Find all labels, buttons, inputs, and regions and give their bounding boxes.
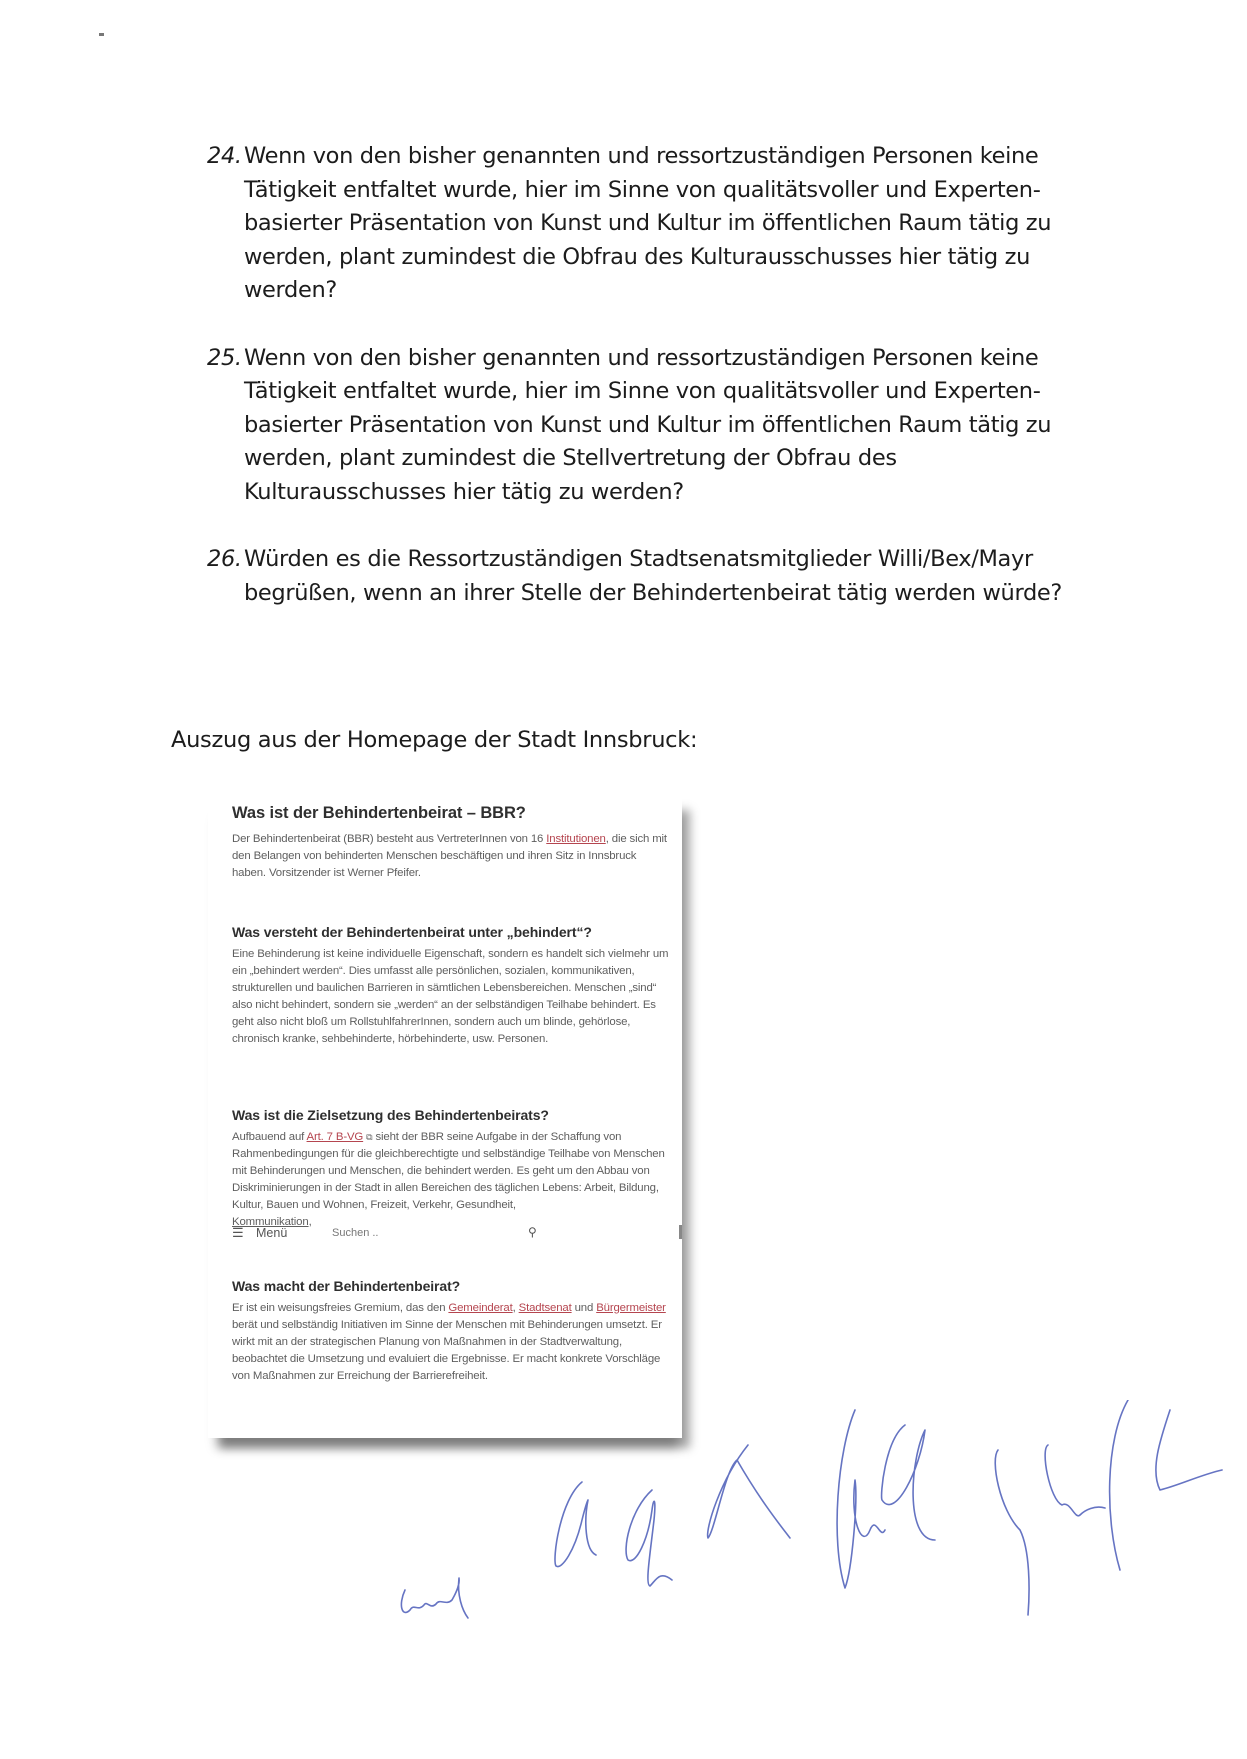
section-heading: Was versteht der Behindertenbeirat unter „behindert“? (232, 924, 592, 940)
homepage-screenshot (208, 796, 682, 1438)
question-text: Wenn von den bisher genannten und ressortzuständigen Personen keine Tätigkeit entfaltet wurde, hier im Sinne von qualitätsvoller und Experten-basierter Präsentation von Kunst und Kultur im öffentlichen Raum tätig zu werden, plant zumindest die Obfrau des Kulturausschusses hier tätig zu werden? (244, 143, 1052, 303)
section-text (232, 1129, 672, 1231)
text-segment: berät und selbständig Initiativen im Sinne der Menschen mit Behinderungen umsetzt. Er wirkt mit an der strategischen Planung von Maßnahmen in der Stadtverwaltung, beobachtet die Umsetzung und evaluiert die Ergebnisse. Er macht konkrete Vorschläge von Maßnahmen zur Erreichung der Barrierefreiheit. (232, 1319, 662, 1382)
text-segment: Er ist ein weisungsfreies Gremium, das den (232, 1302, 449, 1314)
search-icon[interactable]: ⚲ (528, 1225, 537, 1239)
section-definition (232, 924, 672, 1048)
section-heading: Was macht der Behindertenbeirat? (232, 1278, 461, 1294)
question-number: 26. (207, 546, 242, 572)
excerpt-title: Auszug aus der Homepage der Stadt Innsbruck: (171, 727, 698, 753)
section-text (232, 831, 672, 882)
question-item (207, 342, 1087, 510)
text-segment: , (308, 1216, 312, 1228)
link-art-7-b-vg[interactable]: Art. 7 B-VG (306, 1131, 364, 1143)
link-institutionen[interactable]: Institutionen (546, 833, 606, 845)
link-buergermeister[interactable]: Bürgermeister (596, 1302, 666, 1314)
question-item (207, 140, 1087, 308)
scrollbar-thumb (679, 1225, 682, 1239)
section-what-does-bbr-do (232, 1278, 672, 1385)
section-what-is-bbr (232, 804, 672, 882)
section-heading: Was ist der Behindertenbeirat – BBR? (232, 804, 526, 822)
question-text: Würden es die Ressortzuständigen Stadtsenatsmitglieder Willi/Bex/Mayr begrüßen, wenn an ihrer Stelle der Behindertenbeirat tätig werden würde? (244, 546, 1062, 606)
text-segment: und (571, 1302, 597, 1314)
section-goals (232, 1107, 672, 1231)
text-segment: , die sich mit den Belangen von behinderten Menschen beschäftigen und ihren Sitz in Innsbruck haben. Vorsitzender ist Werner Pfeifer. (232, 833, 667, 879)
external-link-icon: ⧉ (366, 1132, 373, 1142)
hamburger-icon[interactable]: ☰ (232, 1225, 244, 1240)
link-gemeinderat[interactable]: Gemeinderat (448, 1302, 513, 1314)
link-stadtsenat[interactable]: Stadtsenat (518, 1302, 572, 1314)
search-input[interactable]: Suchen .. (332, 1227, 379, 1239)
text-segment: , (512, 1302, 519, 1314)
signature-2 (555, 1482, 596, 1567)
text-segment: sieht der BBR seine Aufgabe in der Schaffung von Rahmenbedingungen für die gleichberechtigte und selbständige Teilhabe von Menschen mit Behinderungen und Menschen, die behindert werden. Es geht um den Abbau von Diskriminierungen in der Stadt in allen Bereichen des täglichen Lebens: Arbeit, Bildung, Kultur, Bauen und Wohnen, Freizeit, Verkehr, Gesundheit, (232, 1131, 665, 1211)
question-number: 25. (207, 344, 242, 371)
question-list (207, 140, 1087, 644)
text-segment: Aufbauend auf (232, 1131, 307, 1143)
scan-artifact (99, 33, 104, 36)
kommunikation-text: Kommunikation (232, 1216, 309, 1228)
question-text: Wenn von den bisher genannten und ressortzuständigen Personen keine Tätigkeit entfaltet wurde, hier im Sinne von qualitätsvoller und Experten-basierter Präsentation von Kunst und Kultur im öffentlichen Raum tätig zu werden, plant zumindest die Stellvertretung der Obfrau des Kulturausschusses hier tätig zu werden? (244, 344, 1052, 505)
question-item (207, 543, 1087, 610)
menu-button[interactable]: Menü (256, 1226, 288, 1240)
signatures (0, 1400, 1247, 1700)
site-menubar (232, 1225, 672, 1245)
question-number: 24. (207, 143, 242, 169)
text-segment: Der Behindertenbeirat (BBR) besteht aus VertreterInnen von 16 (232, 833, 547, 845)
signature-5 (995, 1400, 1222, 1615)
signature-4 (837, 1410, 935, 1588)
section-heading: Was ist die Zielsetzung des Behindertenbeirats? (232, 1107, 549, 1123)
signature-1 (401, 1578, 468, 1618)
section-text: Eine Behinderung ist keine individuelle Eigenschaft, sondern es handelt sich vielmehr um ein „behindert werden“. Dies umfasst alle persönlichen, sozialen, kommunikativen, strukturellen und baulichen Barrieren in sämtlichen Lebensbereichen. Menschen „sind“ also nicht behindert, sondern sie „werden“ an der selbständigen Teilhabe behindert. Es geht also nicht bloß um RollstuhlfahrerInnen, sondern auch um blinde, gehörlose, chronisch kranke, sehbehinderte, hörbehinderte, usw. Personen. (232, 948, 669, 1045)
signature-3 (708, 1445, 790, 1538)
section-text (232, 1300, 672, 1385)
